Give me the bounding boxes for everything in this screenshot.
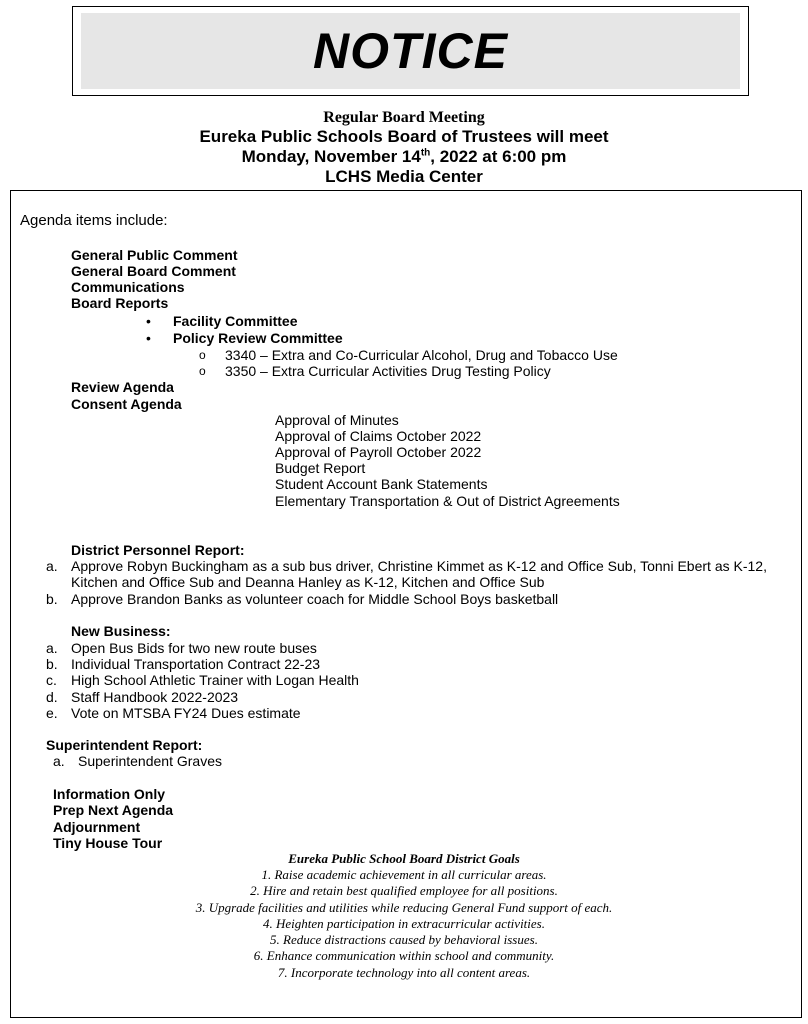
new-business-item: Staff Handbook 2022-2023 [71, 689, 239, 705]
list-marker: c. [46, 672, 57, 688]
new-business-item: High School Athletic Trainer with Logan Health [71, 672, 359, 688]
new-business-item: Open Bus Bids for two new route buses [71, 640, 317, 656]
bullet-circle: o [199, 348, 206, 362]
goal-item: 5. Reduce distractions caused by behavioral issues. [270, 932, 538, 947]
goal-item: 3. Upgrade facilities and utilities while reducing General Fund support of each. [195, 900, 613, 915]
agenda-item-prep-next-agenda: Prep Next Agenda [53, 802, 174, 818]
goal-item: 1. Raise academic achievement in all curricular areas. [261, 867, 547, 882]
personnel-heading: District Personnel Report: [71, 542, 245, 558]
goals-title: Eureka Public School Board District Goals [288, 851, 520, 866]
agenda-item-review-agenda: Review Agenda [71, 379, 174, 395]
meeting-date-suffix-sup: th [420, 147, 431, 159]
consent-item: Elementary Transportation & Out of District Agreements [275, 493, 620, 509]
list-marker: a. [53, 753, 65, 769]
agenda-item-general-board-comment: General Board Comment [71, 263, 236, 279]
notice-title: NOTICE [313, 23, 508, 79]
meeting-date-main: Monday, November 14 [241, 147, 421, 166]
board-report-facility-committee: Facility Committee [173, 313, 298, 329]
superintendent-item-a: Superintendent Graves [78, 753, 222, 769]
agenda-item-board-reports: Board Reports [71, 295, 169, 311]
personnel-item-a-line1: Approve Robyn Buckingham as a sub bus driver, Christine Kimmet as K-12 and Office Sub, Tonni Ebert as K-12, [71, 558, 767, 574]
consent-item: Approval of Minutes [275, 412, 399, 428]
goal-item: 4. Heighten participation in extracurricular activities. [263, 916, 545, 931]
goal-item: 6. Enhance communication within school and community. [253, 948, 555, 963]
notice-banner-fill [81, 13, 740, 89]
agenda-item-consent-agenda: Consent Agenda [71, 396, 182, 412]
list-marker: b. [46, 656, 58, 672]
agenda-item-information-only: Information Only [53, 786, 165, 802]
goal-item: 7. Incorporate technology into all content areas. [277, 965, 531, 980]
consent-item: Budget Report [275, 460, 366, 476]
list-marker: d. [46, 689, 58, 705]
personnel-item-b: Approve Brandon Banks as volunteer coach for Middle School Boys basketball [71, 591, 559, 607]
consent-item: Approval of Claims October 2022 [275, 428, 482, 444]
meeting-board: Eureka Public Schools Board of Trustees will meet [199, 127, 609, 146]
list-marker: b. [46, 591, 58, 607]
agenda-intro: Agenda items include: [20, 212, 168, 229]
meeting-location: LCHS Media Center [325, 167, 483, 186]
meeting-date-time: , 2022 at 6:00 pm [430, 147, 567, 166]
agenda-item-general-public-comment: General Public Comment [71, 247, 238, 263]
policy-3340: 3340 – Extra and Co-Curricular Alcohol, Drug and Tobacco Use [225, 347, 618, 363]
board-report-policy-review-committee: Policy Review Committee [173, 330, 343, 346]
policy-3350: 3350 – Extra Curricular Activities Drug Testing Policy [225, 363, 551, 379]
list-marker: e. [46, 705, 58, 721]
superintendent-heading: Superintendent Report: [46, 737, 203, 753]
list-marker: a. [46, 558, 58, 574]
bullet-dot: • [146, 313, 151, 329]
new-business-item: Vote on MTSBA FY24 Dues estimate [71, 705, 301, 721]
agenda-item-communications: Communications [71, 279, 185, 295]
consent-item: Approval of Payroll October 2022 [275, 444, 482, 460]
agenda-item-tiny-house-tour: Tiny House Tour [53, 835, 163, 851]
meeting-type: Regular Board Meeting [323, 109, 485, 126]
personnel-item-a-line2: Kitchen and Office Sub and Deanna Hanley as K-12, Kitchen and Office Sub [71, 574, 545, 590]
bullet-dot: • [146, 330, 151, 346]
meeting-date [0, 147, 808, 167]
agenda-item-adjournment: Adjournment [53, 819, 141, 835]
consent-item: Student Account Bank Statements [275, 476, 488, 492]
new-business-heading: New Business: [71, 623, 171, 639]
bullet-circle: o [199, 364, 206, 378]
new-business-item: Individual Transportation Contract 22-23 [71, 656, 321, 672]
list-marker: a. [46, 640, 58, 656]
goal-item: 2. Hire and retain best qualified employee for all positions. [250, 883, 558, 898]
notice-banner [72, 6, 749, 96]
